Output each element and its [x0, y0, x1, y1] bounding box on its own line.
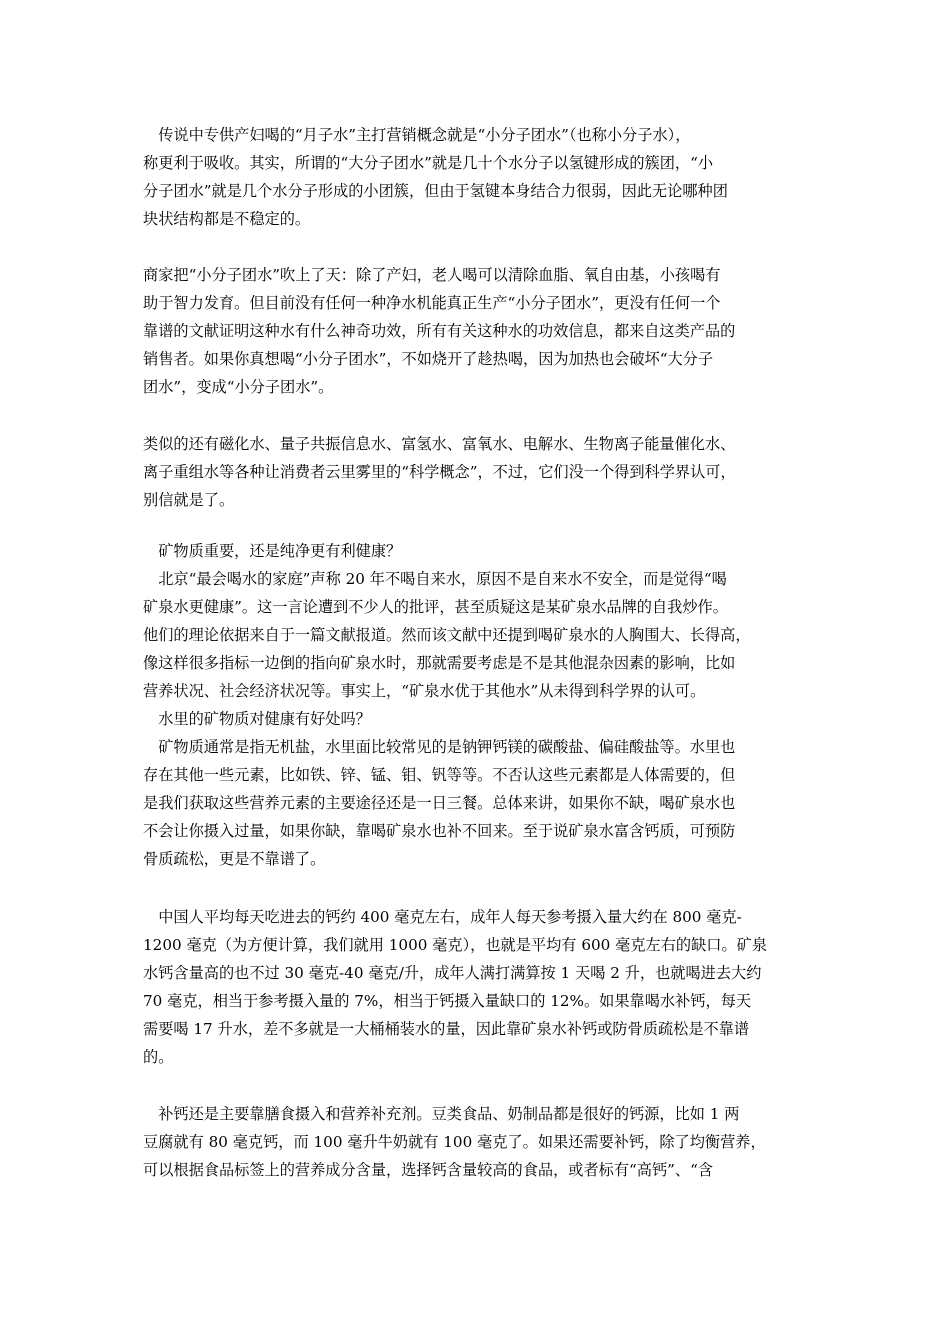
text-line: 存在其他一些元素，比如铁、锌、锰、钼、钒等等。不否认这些元素都是人体需要的，但 — [143, 766, 736, 784]
text-line: 传说中专供产妇喝的“月子水”主打营销概念就是“小分子团水”（也称小分子水）， — [143, 126, 691, 144]
text-line: 销售者。如果你真想喝“小分子团水”，不如烧开了趁热喝，因为加热也会破坏“大分子 — [143, 350, 714, 368]
text-line: 不会让你摄入过量，如果你缺，靠喝矿泉水也补不回来。至于说矿泉水富含钙质，可预防 — [143, 822, 736, 840]
text-line: 靠谱的文献证明这种水有什么神奇功效，所有有关这种水的功效信息，都来自这类产品的 — [143, 322, 736, 340]
text-line: 豆腐就有 80 毫克钙，而 100 毫升牛奶就有 100 毫克了。如果还需要补钙，除了均衡营养， — [143, 1133, 766, 1151]
paragraph-2 — [143, 261, 808, 401]
section-heading: 水里的矿物质对健康有好处吗？ — [143, 710, 371, 728]
text-line: 矿物质通常是指无机盐，水里面比较常见的是钠钾钙镁的碳酸盐、偏硅酸盐等。水里也 — [143, 738, 736, 756]
text-line: 营养状况、社会经济状况等。事实上，“矿泉水优于其他水”从未得到科学界的认可。 — [143, 682, 706, 700]
paragraph-4 — [143, 537, 808, 873]
text-line: 是我们获取这些营养元素的主要途径还是一日三餐。总体来讲，如果你不缺，喝矿泉水也 — [143, 794, 736, 812]
text-line: 像这样很多指标一边倒的指向矿泉水时，那就需要考虑是不是其他混杂因素的影响，比如 — [143, 654, 736, 672]
text-line: 的。 — [143, 1048, 174, 1066]
text-line: 助于智力发育。但目前没有任何一种净水机能真正生产“小分子团水”，更没有任何一个 — [143, 294, 721, 312]
text-line: 分子团水”就是几个水分子形成的小团簇，但由于氢键本身结合力很弱，因此无论哪种团 — [143, 182, 728, 200]
text-line: 70 毫克，相当于参考摄入量的 7%，相当于钙摄入量缺口的 12%。如果靠喝水补钙，每天 — [143, 992, 752, 1010]
section-heading: 矿物质重要，还是纯净更有利健康？ — [143, 542, 402, 560]
text-line: 1200 毫克（为方便计算，我们就用 1000 毫克），也就是平均有 600 毫克左右的缺口。矿泉 — [143, 936, 768, 954]
text-line: 他们的理论依据来自于一篇文献报道。然而该文献中还提到喝矿泉水的人胸围大、长得高， — [143, 626, 751, 644]
text-line: 中国人平均每天吃进去的钙约 400 毫克左右，成年人每天参考摄入量大约在 800 毫克- — [143, 908, 742, 926]
paragraph-6 — [143, 1100, 808, 1184]
paragraph-3 — [143, 430, 808, 514]
paragraph-1 — [143, 121, 808, 233]
text-line: 骨质疏松，更是不靠谱了。 — [143, 850, 326, 868]
text-line: 类似的还有磁化水、量子共振信息水、富氢水、富氧水、电解水、生物离子能量催化水、 — [143, 435, 736, 453]
text-line: 需要喝 17 升水，差不多就是一大桶桶装水的量，因此靠矿泉水补钙或防骨质疏松是不靠谱 — [143, 1020, 750, 1038]
text-line: 别信就是了。 — [143, 491, 235, 509]
text-line: 水钙含量高的也不过 30 毫克-40 毫克/升，成年人满打满算按 1 天喝 2 升，也就喝进去大约 — [143, 964, 762, 982]
text-line: 补钙还是主要靠膳食摄入和营养补充剂。豆类食品、奶制品都是很好的钙源，比如 1 两 — [143, 1105, 740, 1123]
text-line: 团水”，变成“小分子团水”。 — [143, 378, 334, 396]
text-line: 称更利于吸收。其实，所谓的“大分子团水”就是几十个水分子以氢键形成的簇团，“小 — [143, 154, 714, 172]
text-line: 可以根据食品标签上的营养成分含量，选择钙含量较高的食品，或者标有“高钙”、“含 — [143, 1161, 714, 1179]
text-line: 离子重组水等各种让消费者云里雾里的“科学概念”，不过，它们没一个得到科学界认可， — [143, 463, 736, 481]
text-line: 矿泉水更健康”。这一言论遭到不少人的批评，甚至质疑这是某矿泉水品牌的自我炒作。 — [143, 598, 728, 616]
text-line: 商家把“小分子团水”吹上了天：除了产妇，老人喝可以清除血脂、氧自由基，小孩喝有 — [143, 266, 721, 284]
text-line: 块状结构都是不稳定的。 — [143, 210, 311, 228]
text-line: 北京“最会喝水的家庭”声称 20 年不喝自来水，原因不是自来水不安全，而是觉得“喝 — [143, 570, 727, 588]
paragraph-5 — [143, 903, 808, 1071]
